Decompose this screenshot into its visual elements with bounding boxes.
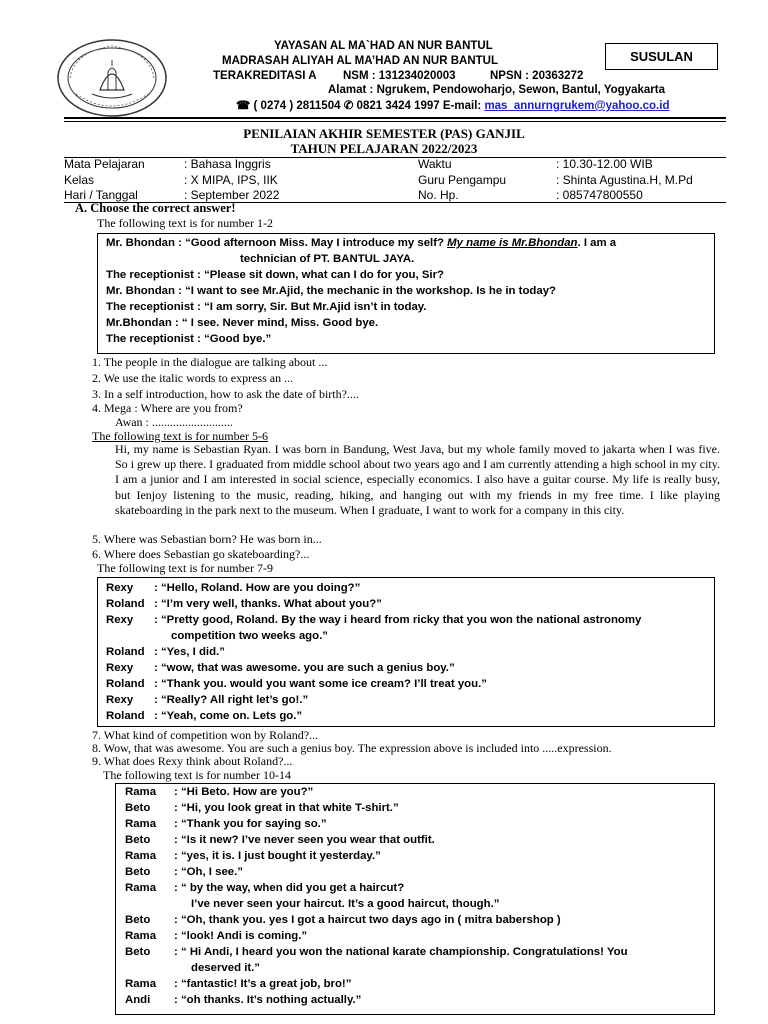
question-4: 4. Mega : Where are you from?	[92, 401, 243, 415]
address: Alamat : Ngrukem, Pendowoharjo, Sewon, Bantul, Yogyakarta	[328, 84, 665, 96]
dialog-line: : “Hi Beto. How are you?”	[174, 786, 314, 798]
dialog-line: : “Oh, I see.”	[174, 866, 243, 878]
dialog-speaker: Rama	[125, 930, 157, 942]
info-label: Mata Pelajaran	[64, 157, 145, 171]
dialog-speaker: Rexy	[106, 614, 134, 626]
phone-icon: ☎	[236, 100, 251, 112]
dialog-speaker: Beto	[125, 866, 151, 878]
contact-line	[236, 98, 669, 112]
dialog-line: The receptionist : “Good bye.”	[106, 333, 272, 345]
dialog-line: : “Really? All right let’s go!.”	[154, 694, 309, 706]
question-7: 7. What kind of competition won by Roland?...	[92, 728, 319, 742]
info-value2: : Shinta Agustina.H, M.Pd	[556, 172, 693, 187]
header-rule	[64, 117, 726, 119]
dialog-box-2	[97, 577, 715, 727]
dialog-speaker: Andi	[125, 994, 151, 1006]
question-9: 9. What does Rexy think about Roland?...	[92, 754, 293, 768]
dialog-line: : “oh thanks. It’s nothing actually.”	[174, 994, 362, 1006]
dialog-line: : “Yeah, come on. Lets go.”	[154, 710, 303, 722]
dialog-line: The receptionist : “Please sit down, what can I do for you, Sir?	[106, 269, 444, 281]
email-link[interactable]: mas_annurngrukem@yahoo.co.id	[484, 100, 670, 112]
dialog-line: : “Oh, thank you. yes I got a haircut two days ago in ( mitra babershop )	[174, 914, 561, 926]
foundation-name: YAYASAN AL MA`HAD AN NUR BANTUL	[274, 40, 493, 52]
school-logo	[56, 38, 168, 118]
dialog-line: technician of PT. BANTUL JAYA.	[240, 253, 415, 265]
dialog-line: : “fantastic! It’s a great job, bro!”	[174, 978, 352, 990]
intro-5-6: The following text is for number 5-6	[92, 429, 268, 443]
dialog-line: : “Thank you. would you want some ice cream? I’ll treat you.”	[154, 678, 487, 690]
dialog-line: Mr.Bhondan : “ I see. Never mind, Miss. Good bye.	[106, 317, 379, 329]
dialog-speaker: Rama	[125, 850, 157, 862]
question-5: 5. Where was Sebastian born? He was born in...	[92, 532, 322, 546]
school-name: MADRASAH ALIYAH AL MA’HAD AN NUR BANTUL	[222, 55, 498, 67]
dialog-line: : “Hi, you look great in that white T-shirt.”	[174, 802, 399, 814]
info-value2: : 10.30-12.00 WIB	[556, 157, 653, 171]
dialog-line: : “Is it new? I’ve never seen you wear that outfit.	[174, 834, 435, 846]
info-value2: : 085747800550	[556, 188, 643, 202]
dialog-speaker: Rama	[125, 818, 157, 830]
dialog-line: : “I’m very well, thanks. What about you?”	[154, 598, 382, 610]
dialog-speaker: Roland	[106, 646, 145, 658]
mobile-number: 0821 3424 1997	[356, 100, 440, 112]
exam-year: TAHUN PELAJARAN 2022/2023	[290, 141, 478, 156]
dialog-line: The receptionist : “I am sorry, Sir. But Mr.Ajid isn’t in today.	[106, 301, 427, 313]
intro-7-9: The following text is for number 7-9	[97, 561, 273, 575]
header-rule-thin	[64, 121, 726, 122]
info-value: : September 2022	[184, 188, 280, 202]
info-value: : X MIPA, IPS, IIK	[184, 172, 278, 187]
dialog-line: Mr. Bhondan : “I want to see Mr.Ajid, the mechanic in the workshop. Is he in today?	[106, 285, 556, 297]
dialog-line: : “ Hi Andi, I heard you won the national karate championship. Congratulations! You	[174, 946, 628, 958]
intro-10-14: The following text is for number 10-14	[103, 768, 291, 782]
info-label: Hari / Tanggal	[64, 188, 138, 202]
question-8: 8. Wow, that was awesome. You are such a genius boy. The expression above is included into .....expression.	[92, 741, 612, 755]
dialog-speaker: Rama	[125, 786, 157, 798]
dialog-speaker: Rexy	[106, 694, 134, 706]
dialog-speaker: Roland	[106, 710, 145, 722]
dialog-box-3	[115, 783, 715, 1015]
info-row	[64, 157, 726, 173]
email-label: E-mail:	[442, 100, 482, 112]
nsm: NSM : 131234020003	[343, 70, 456, 82]
dialog-speaker: Rexy	[106, 582, 134, 594]
italic-phrase: My name is Mr.Bhondan	[447, 237, 578, 249]
dialog-line: : “Hello, Roland. How are you doing?”	[154, 582, 361, 594]
dialog-line: deserved it.”	[191, 962, 261, 974]
info-label2: Guru Pengampu	[418, 172, 507, 187]
dialog-speaker: Beto	[125, 834, 151, 846]
info-table	[64, 157, 726, 204]
whatsapp-icon: ✆	[343, 100, 354, 112]
dialog-speaker: Roland	[106, 598, 145, 610]
intro-1-2: The following text is for number 1-2	[97, 216, 273, 230]
passage-sebastian: Hi, my name is Sebastian Ryan. I was born in Bandung, West Java, but my whole family moved to jakarta when I was five. So i grew up there. I graduated from middle school about two years ago and I am currently attending a high school in my city. I am a junior and I am interested in social science, especially economics. I also have a guitar course. My life is really busy, but Ienjoy listening to the music, reading, hiking, and hanging out with my friends in my free time. I like playing skateboarding in the park next to the museum. When I graduate, I want to work for a company in this city.	[115, 442, 720, 517]
dialog-speaker: Rexy	[106, 662, 134, 674]
dialog-speaker: Roland	[106, 678, 145, 690]
question-2: 2. We use the italic words to express an ...	[92, 371, 294, 385]
dialog-line: competition two weeks ago.”	[171, 630, 328, 642]
susulan-badge: SUSULAN	[605, 43, 718, 70]
exam-title: PENILAIAN AKHIR SEMESTER (PAS) GANJIL	[243, 126, 525, 141]
npsn: NPSN : 20363272	[490, 70, 584, 82]
dialog-line: I’ve never seen your haircut. It’s a good haircut, though.”	[191, 898, 500, 910]
dialog-line: : “Yes, I did.”	[154, 646, 225, 658]
question-1: 1. The people in the dialogue are talking about ...	[92, 355, 328, 369]
question-4-answer: Awan : ...........................	[115, 415, 233, 429]
dialog-line: : “wow, that was awesome. you are such a genius boy.”	[154, 662, 455, 674]
dialog-box-1	[97, 233, 715, 354]
dialog-speaker: Rama	[125, 882, 157, 894]
dialog-speaker: Beto	[125, 802, 151, 814]
dialog-line: : “ by the way, when did you get a haircut?	[174, 882, 405, 894]
dialog-line: : “Thank you for saying so.”	[174, 818, 327, 830]
info-value: : Bahasa Inggris	[184, 157, 271, 171]
info-label2: Waktu	[418, 157, 452, 171]
accreditation: TERAKREDITASI A	[213, 70, 317, 82]
dialog-speaker: Rama	[125, 978, 157, 990]
dialog-line: : “Pretty good, Roland. By the way i heard from ricky that you won the national astronomy	[154, 614, 642, 626]
dialog-line: Mr. Bhondan : “Good afternoon Miss. May I introduce my self? My name is Mr.Bhondan. I am a	[106, 237, 617, 249]
info-row	[64, 173, 726, 189]
phone-number: ( 0274 ) 2811504	[253, 100, 341, 112]
question-3: 3. In a self introduction, how to ask the date of birth?....	[92, 387, 359, 401]
info-label: Kelas	[64, 172, 95, 187]
dialog-speaker: Beto	[125, 914, 151, 926]
question-6: 6. Where does Sebastian go skateboarding?...	[92, 547, 310, 561]
dialog-line: : “yes, it is. I just bought it yesterday.”	[174, 850, 381, 862]
info-label2: No. Hp.	[418, 188, 459, 202]
dialog-speaker: Beto	[125, 946, 151, 958]
section-a-heading: A. Choose the correct answer!	[75, 201, 236, 215]
dialog-line: : “look! Andi is coming.”	[174, 930, 308, 942]
